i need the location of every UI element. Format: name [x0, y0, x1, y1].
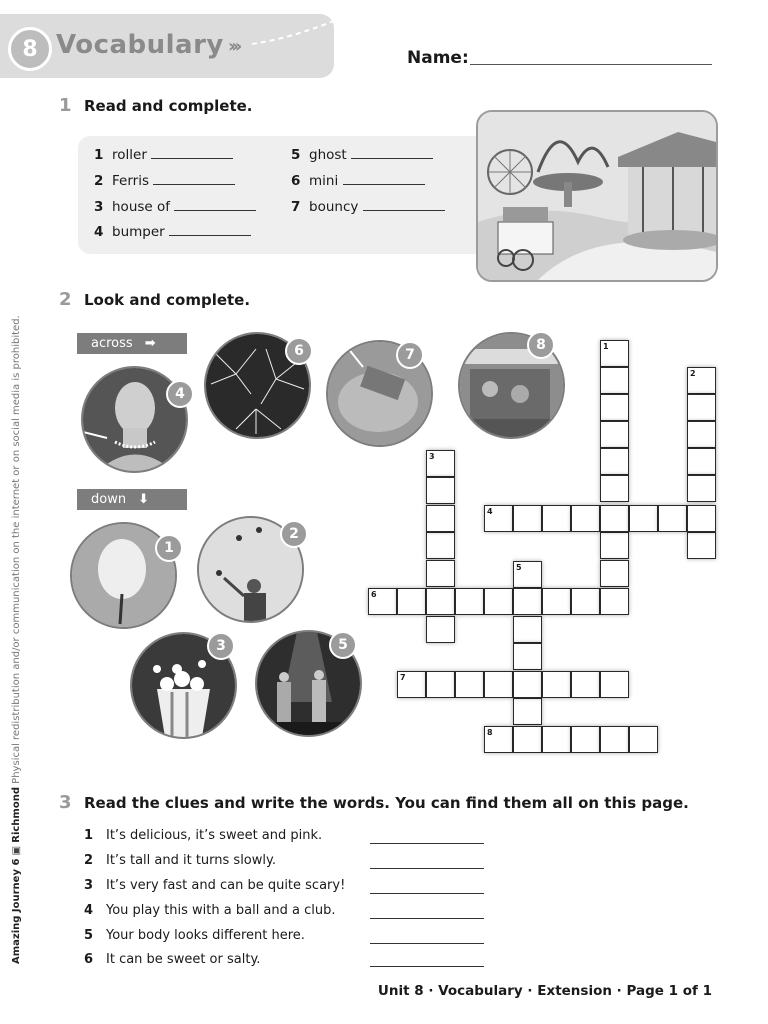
answer-blank[interactable]	[343, 172, 425, 185]
crossword-number: 5	[516, 563, 522, 572]
answer-blank[interactable]	[363, 198, 445, 211]
crossword-cell[interactable]	[513, 643, 542, 670]
picture-number-badge: 2	[280, 520, 308, 548]
clue-text: You play this with a ball and a club.	[106, 903, 336, 918]
crossword-cell[interactable]	[571, 588, 600, 615]
section-3-number: 3	[59, 792, 72, 813]
crossword-number: 1	[603, 342, 609, 351]
crossword-cell[interactable]	[600, 671, 629, 698]
crossword-cell[interactable]	[600, 532, 629, 559]
clue-number: 6	[84, 952, 94, 967]
clue-number: 3	[84, 878, 94, 893]
crossword-cell[interactable]	[426, 671, 455, 698]
list-item: 5 ghost	[291, 146, 433, 163]
list-item: 7 bouncy	[291, 198, 445, 215]
answer-line[interactable]	[370, 893, 484, 894]
section-3-title: Read the clues and write the words. You can find them all on this page.	[84, 794, 689, 812]
list-item: 2 Ferris	[94, 172, 235, 189]
crossword-cell[interactable]	[687, 394, 716, 421]
crossword-cell[interactable]	[455, 588, 484, 615]
crossword-cell[interactable]	[542, 671, 571, 698]
answer-blank[interactable]	[153, 172, 235, 185]
across-label: across ➡	[77, 333, 187, 354]
crossword-cell[interactable]	[542, 588, 571, 615]
crossword-cell[interactable]	[571, 505, 600, 532]
clue-text: It’s very fast and can be quite scary!	[106, 878, 346, 893]
crossword-cell[interactable]	[687, 532, 716, 559]
amusement-park-illustration	[476, 110, 718, 282]
clue-number: 4	[84, 903, 94, 918]
section-1-number: 1	[59, 95, 72, 116]
copyright-notice: Physical redistribution and/or communication on the internet or on social media is prohibited.	[11, 315, 22, 784]
crossword-cell[interactable]	[426, 616, 455, 643]
crossword-cell[interactable]	[513, 588, 542, 615]
section-2-title: Look and complete.	[84, 291, 251, 309]
crossword-number: 3	[429, 452, 435, 461]
chevrons-icon: ›››	[228, 36, 239, 57]
crossword-cell[interactable]	[426, 477, 455, 504]
crossword-cell[interactable]	[687, 421, 716, 448]
crossword-cell[interactable]	[513, 726, 542, 753]
unit-number-badge	[8, 27, 52, 71]
crossword-cell[interactable]	[600, 394, 629, 421]
section-2-number: 2	[59, 289, 72, 310]
crossword-cell[interactable]	[571, 671, 600, 698]
list-item: 1 roller	[94, 146, 233, 163]
crossword-cell[interactable]	[484, 588, 513, 615]
crossword-cell[interactable]	[571, 726, 600, 753]
name-label: Name:	[407, 48, 469, 68]
crossword-cell[interactable]	[600, 726, 629, 753]
crossword-number: 2	[690, 369, 696, 378]
list-item: 3 house of	[94, 198, 256, 215]
copyright-sidebar	[11, 315, 22, 964]
picture-number-badge: 5	[329, 631, 357, 659]
crossword-cell[interactable]	[600, 588, 629, 615]
clue-text: Your body looks different here.	[106, 928, 305, 943]
answer-line[interactable]	[370, 943, 484, 944]
crossword-cell[interactable]	[426, 588, 455, 615]
crossword-cell[interactable]	[426, 532, 455, 559]
richmond-logo-icon: ▣	[11, 845, 22, 856]
clue-text: It’s tall and it turns slowly.	[106, 853, 276, 868]
crossword-cell[interactable]	[542, 726, 571, 753]
crossword-cell[interactable]	[600, 505, 629, 532]
picture-number-badge: 4	[166, 380, 194, 408]
picture-number-badge: 6	[285, 337, 313, 365]
crossword-cell[interactable]	[542, 505, 571, 532]
clue-number: 5	[84, 928, 94, 943]
crossword-cell[interactable]	[513, 616, 542, 643]
page-title: Vocabulary	[56, 30, 224, 60]
name-field[interactable]	[470, 64, 712, 65]
picture-number-badge: 3	[207, 632, 235, 660]
crossword-cell[interactable]	[687, 448, 716, 475]
clue-number: 1	[84, 828, 94, 843]
crossword-number: 8	[487, 728, 493, 737]
crossword-number: 7	[400, 673, 406, 682]
crossword-cell[interactable]	[600, 367, 629, 394]
crossword-cell[interactable]	[658, 505, 687, 532]
picture-number-badge: 1	[155, 534, 183, 562]
crossword-cell[interactable]	[629, 505, 658, 532]
publisher-name: Richmond	[11, 787, 22, 843]
picture-number-badge: 7	[396, 341, 424, 369]
page-number: Page 1 of 1	[626, 983, 712, 999]
answer-blank[interactable]	[174, 198, 256, 211]
crossword-cell[interactable]	[600, 560, 629, 587]
dashed-line-decoration	[252, 18, 338, 48]
crossword-cell[interactable]	[484, 671, 513, 698]
crossword-cell[interactable]	[426, 560, 455, 587]
page-footer	[378, 983, 712, 999]
section-1-title: Read and complete.	[84, 97, 253, 115]
crossword-cell[interactable]	[397, 588, 426, 615]
down-label: down ⬇	[77, 489, 187, 510]
clue-number: 2	[84, 853, 94, 868]
list-item: 6 mini	[291, 172, 425, 189]
list-item: 4 bumper	[94, 223, 251, 240]
clue-text: It can be sweet or salty.	[106, 952, 261, 967]
crossword-cell[interactable]	[687, 475, 716, 502]
crossword-cell[interactable]	[600, 448, 629, 475]
answer-blank[interactable]	[169, 223, 251, 236]
crossword-cell[interactable]	[513, 671, 542, 698]
crossword-number: 6	[371, 590, 377, 599]
answer-blank[interactable]	[151, 146, 233, 159]
crossword-cell[interactable]	[600, 475, 629, 502]
answer-line[interactable]	[370, 868, 484, 869]
answer-blank[interactable]	[351, 146, 433, 159]
answer-line[interactable]	[370, 918, 484, 919]
book-title: Amazing Journey 6	[11, 858, 22, 964]
crossword-cell[interactable]	[600, 421, 629, 448]
crossword-cell[interactable]	[629, 726, 658, 753]
unit-number: 8	[22, 36, 38, 62]
clue-text: It’s delicious, it’s sweet and pink.	[106, 828, 323, 843]
crossword-cell[interactable]	[513, 698, 542, 725]
footer-text: Unit 8 · Vocabulary · Extension ·	[377, 983, 627, 999]
answer-line[interactable]	[370, 966, 484, 967]
crossword-cell[interactable]	[455, 671, 484, 698]
crossword-cell[interactable]	[687, 505, 716, 532]
arrow-down-icon: ⬇	[138, 492, 149, 507]
answer-line[interactable]	[370, 843, 484, 844]
crossword-number: 4	[487, 507, 493, 516]
picture-number-badge: 8	[527, 331, 555, 359]
arrow-right-icon: ➡	[144, 336, 156, 351]
crossword-cell[interactable]	[426, 505, 455, 532]
crossword-cell[interactable]	[513, 505, 542, 532]
